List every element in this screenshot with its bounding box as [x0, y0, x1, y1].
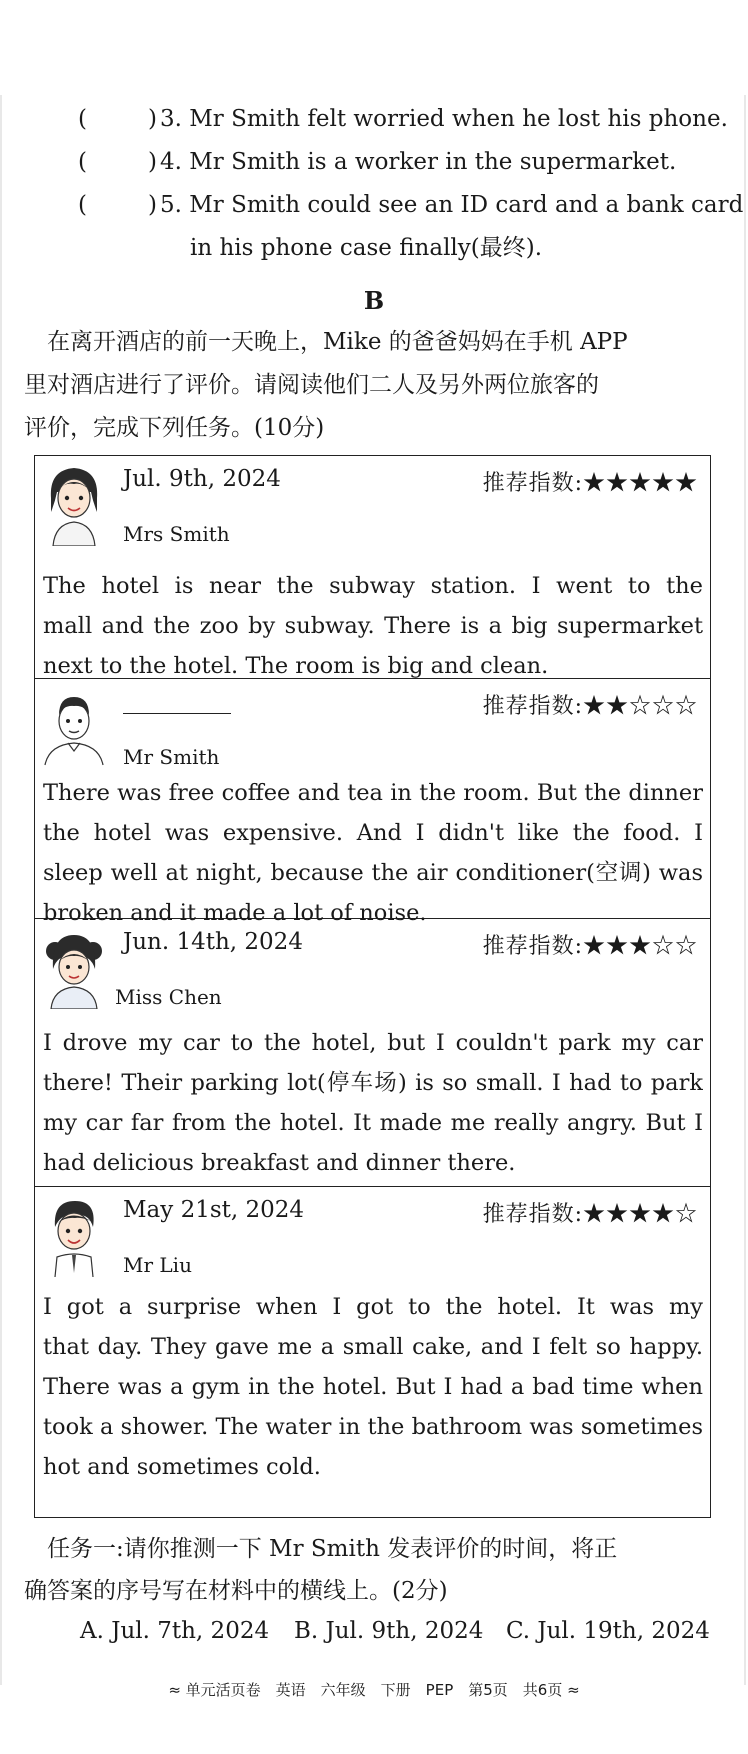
option-b[interactable]: B. Jul. 9th, 2024	[294, 1618, 484, 1644]
reviewer-name: Miss Chen	[115, 985, 222, 1009]
reviews-table	[34, 455, 711, 1518]
review-line: there! Their parking lot(停车场) is so small. I had to park	[43, 1070, 703, 1096]
section-intro-line: 评价，完成下列任务。(10分)	[24, 415, 325, 441]
reviewer-name: Mrs Smith	[123, 522, 230, 546]
question-text: 5. Mr Smith could see an ID card and a bank card	[160, 192, 744, 218]
reviewer-name: Mr Liu	[123, 1253, 192, 1277]
section-title: B	[363, 286, 385, 315]
answer-bracket-open[interactable]: (	[78, 192, 87, 218]
review-line: my car far from the hotel. It made me really angry. But I	[43, 1110, 703, 1136]
review-line: broken and it made a lot of noise.	[43, 900, 427, 926]
question-5	[0, 188, 748, 222]
task-instruction: 确答案的序号写在材料中的横线上。(2分)	[24, 1578, 448, 1604]
review-line: hot and sometimes cold.	[43, 1454, 321, 1480]
review-text	[43, 773, 703, 933]
answer-bracket-open[interactable]: (	[78, 149, 87, 175]
boy-avatar-icon	[41, 1193, 107, 1277]
review-line: There was free coffee and tea in the room. But the dinner	[43, 780, 703, 806]
question-text-continued: in his phone case finally(最终).	[190, 235, 543, 261]
question-text: 3. Mr Smith felt worried when he lost his phone.	[160, 106, 728, 132]
review-date: Jul. 9th, 2024	[123, 466, 281, 492]
review-line: The hotel is near the subway station. I went to the	[43, 573, 703, 599]
question-3	[0, 102, 748, 136]
review-line: I drove my car to the hotel, but I couldn't park my car	[43, 1030, 703, 1056]
review-line: had delicious breakfast and dinner there.	[43, 1150, 516, 1176]
review-line: that day. They gave me a small cake, and I felt so happy.	[43, 1334, 703, 1360]
review-date: Jun. 14th, 2024	[123, 929, 303, 955]
review-line: the hotel was expensive. And I didn't like the food. I	[43, 820, 703, 846]
question-5-continued	[0, 231, 748, 265]
section-intro-line: 在离开酒店的前一天晚上，Mike 的爸爸妈妈在手机 APP	[24, 329, 628, 355]
task-instruction: 任务一:请你推测一下 Mr Smith 发表评价的时间，将正	[24, 1536, 618, 1562]
review-card	[35, 456, 710, 679]
rating-stars: 推荐指数:★★★★★	[482, 471, 698, 496]
girl-avatar-icon	[41, 925, 107, 1009]
review-line: took a shower. The water in the bathroom was sometimes	[43, 1414, 703, 1440]
review-text	[43, 566, 703, 686]
option-c[interactable]: C. Jul. 19th, 2024	[506, 1618, 710, 1644]
answer-bracket-open[interactable]: (	[78, 106, 87, 132]
review-card	[35, 919, 710, 1187]
answer-bracket-close: )	[148, 192, 157, 218]
answer-blank[interactable]	[123, 713, 231, 714]
review-text	[43, 1023, 703, 1183]
section-intro-line: 里对酒店进行了评价。请阅读他们二人及另外两位旅客的	[24, 372, 599, 398]
option-a[interactable]: A. Jul. 7th, 2024	[80, 1618, 270, 1644]
review-line: next to the hotel. The room is big and clean.	[43, 653, 549, 679]
page-footer: ≈ 单元活页卷 英语 六年级 下册 PEP 第5页 共6页 ≈	[168, 1681, 580, 1699]
review-date: May 21st, 2024	[123, 1197, 305, 1223]
question-4	[0, 145, 748, 179]
answer-bracket-close: )	[148, 106, 157, 132]
review-line: mall and the zoo by subway. There is a big supermarket	[43, 613, 703, 639]
rating-stars: 推荐指数:★★★★☆	[482, 1202, 698, 1227]
review-line: There was a gym in the hotel. But I had a bad time when	[43, 1374, 703, 1400]
answer-bracket-close: )	[148, 149, 157, 175]
left-page-edge	[0, 95, 2, 1685]
man-avatar-icon	[41, 685, 107, 769]
review-text	[43, 1287, 703, 1487]
review-line: sleep well at night, because the air conditioner(空调) was	[43, 860, 703, 886]
reviewer-name: Mr Smith	[123, 745, 220, 769]
right-page-edge	[744, 95, 746, 1685]
review-card	[35, 679, 710, 926]
rating-stars: 推荐指数:★★★☆☆	[482, 934, 698, 959]
review-card	[35, 1187, 710, 1516]
review-line: I got a surprise when I got to the hotel. It was my	[43, 1294, 703, 1320]
question-text: 4. Mr Smith is a worker in the supermarket.	[160, 149, 677, 175]
rating-stars: 推荐指数:★★☆☆☆	[482, 694, 698, 719]
woman-avatar-icon	[41, 462, 107, 546]
